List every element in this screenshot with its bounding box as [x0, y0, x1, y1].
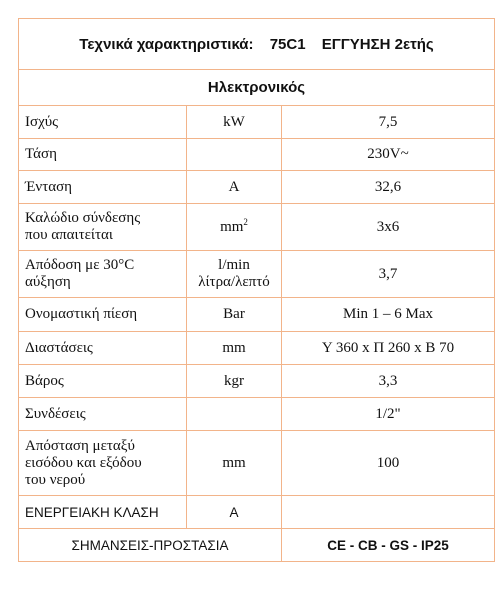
value-cell: 7,5 [282, 106, 495, 139]
unit-line: λίτρα/λεπτό [198, 274, 270, 290]
warranty-text: ΕΓΓΥΗΣΗ 2ετής [321, 35, 434, 53]
param-line: του νερού [25, 471, 86, 488]
unit-cell: kW [187, 106, 282, 139]
unit-cell: mm [187, 431, 282, 496]
unit-cell [187, 204, 282, 251]
param-line: που απαιτείται [25, 227, 113, 243]
param-cell: Ονομαστική πίεση [19, 298, 187, 332]
table-header [19, 19, 495, 70]
value-cell: 100 [282, 431, 495, 496]
param-line: εισόδου και εξόδου [25, 454, 142, 471]
table-row [19, 431, 495, 496]
unit-superscript: 2 [243, 216, 248, 227]
param-cell: Συνδέσεις [19, 398, 187, 431]
value-cell: 32,6 [282, 171, 495, 204]
param-cell [19, 251, 187, 298]
footer-value: CE - CB - GS - IP25 [282, 529, 495, 562]
param-cell: Τάση [19, 139, 187, 171]
unit-cell [187, 139, 282, 171]
table-row [19, 298, 495, 332]
unit-cell [187, 251, 282, 298]
table-row [19, 398, 495, 431]
footer-row [19, 529, 495, 562]
section-row [19, 70, 495, 106]
value-cell: 1/2" [282, 398, 495, 431]
unit-cell: kgr [187, 365, 282, 398]
spec-sheet [18, 18, 495, 562]
unit-cell: A [187, 171, 282, 204]
param-cell: Διαστάσεις [19, 332, 187, 365]
param-line: αύξηση [25, 274, 71, 290]
unit-cell: A [187, 496, 282, 529]
table-row [19, 106, 495, 139]
param-cell: Βάρος [19, 365, 187, 398]
footer-label: ΣΗΜΑΝΣΕΙΣ-ΠΡΟΣΤΑΣΙΑ [19, 529, 282, 562]
param-cell: Ένταση [19, 171, 187, 204]
param-cell [19, 204, 187, 251]
table-row [19, 332, 495, 365]
table-row [19, 204, 495, 251]
value-cell: 3,7 [282, 251, 495, 298]
value-cell [282, 496, 495, 529]
section-title: Ηλεκτρονικός [19, 70, 495, 106]
unit-cell [187, 398, 282, 431]
value-cell: 3,3 [282, 365, 495, 398]
unit-line: l/min [218, 257, 250, 273]
param-cell [19, 431, 187, 496]
unit-cell: Bar [187, 298, 282, 332]
value-cell: 230V~ [282, 139, 495, 171]
header-label: Τεχνικά χαρακτηριστικά: [79, 35, 254, 53]
param-line: Καλώδιο σύνδεσης [25, 210, 141, 226]
unit-cell: mm [187, 332, 282, 365]
table-row [19, 171, 495, 204]
unit-base: mm [220, 218, 244, 235]
model-number: 75C1 [269, 35, 306, 53]
value-cell: Υ 360 x Π 260 x Β 70 [282, 332, 495, 365]
table-row [19, 139, 495, 171]
table-row [19, 365, 495, 398]
table-row [19, 496, 495, 529]
param-line: Απόδοση με 30°C [25, 257, 135, 273]
value-cell: Min 1 – 6 Max [282, 298, 495, 332]
header-row [19, 19, 495, 70]
specifications-table [18, 18, 495, 562]
param-line: Απόσταση μεταξύ [25, 437, 135, 454]
table-row [19, 251, 495, 298]
param-cell: Ισχύς [19, 106, 187, 139]
param-cell: ΕΝΕΡΓΕΙΑΚΗ ΚΛΑΣΗ [19, 496, 187, 529]
value-cell: 3x6 [282, 204, 495, 251]
